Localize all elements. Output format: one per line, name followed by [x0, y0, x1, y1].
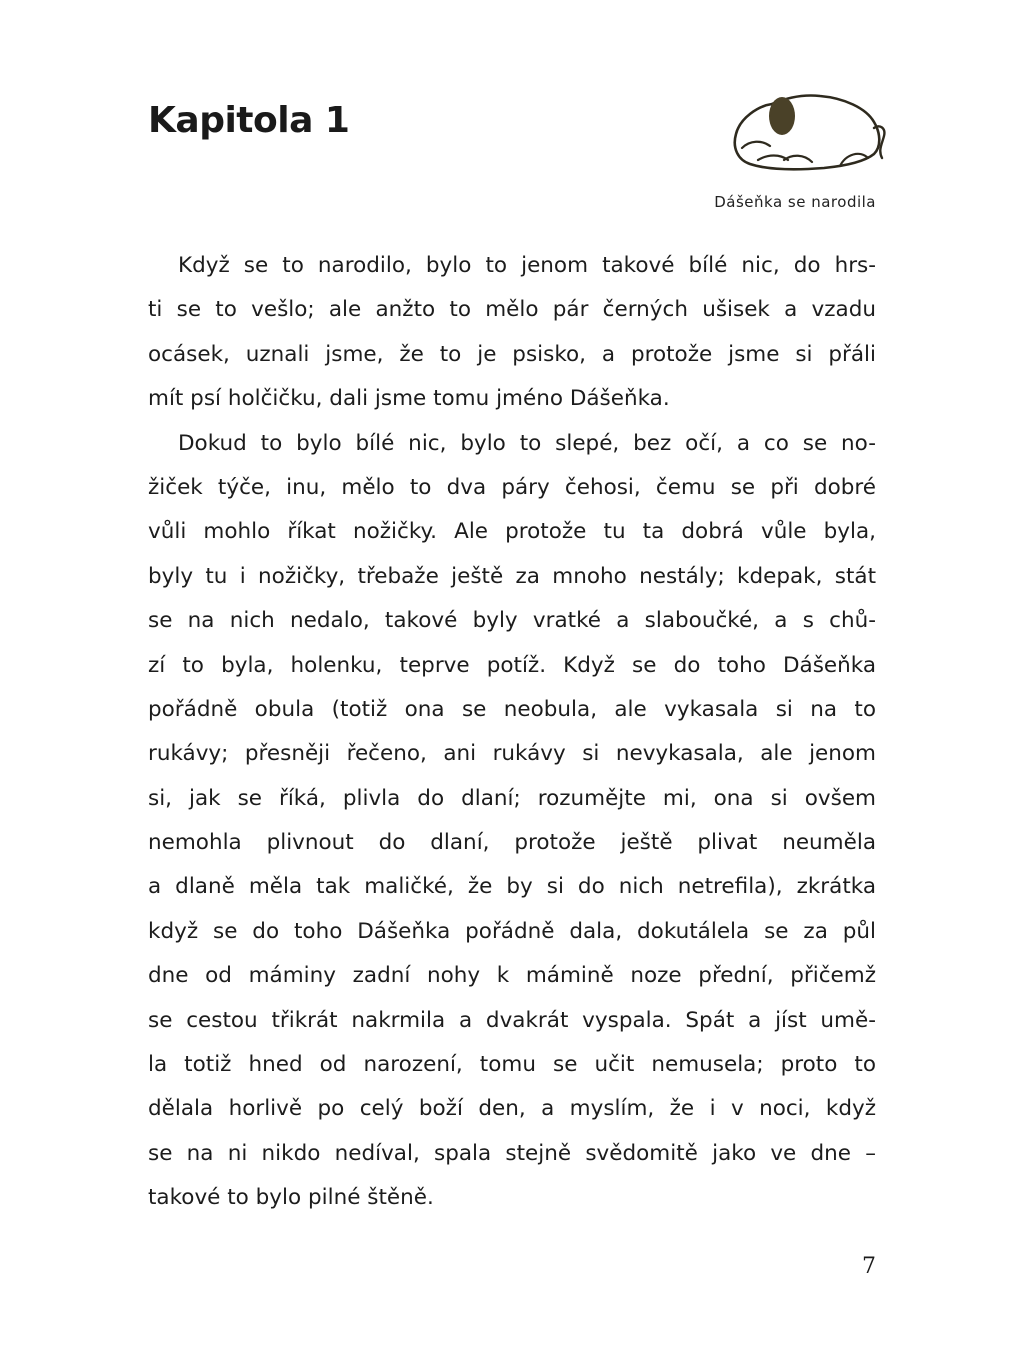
text-line: dělala horlivě po celý boží den, a myslím, že i v noci, když [148, 1096, 876, 1122]
text-line: byly tu i nožičky, třebaže ještě za mnoho nestály; kdepak, stát [148, 563, 876, 589]
text-line: nemohla plivnout do dlaní, protože ještě plivat neuměla [148, 830, 876, 856]
text-line: dne od máminy zadní nohy k mámině noze přední, přičemž [148, 963, 876, 989]
text-line: mít psí holčičku, dali jsme tomu jméno Dášeňka. [148, 386, 670, 412]
paragraph [148, 422, 876, 1221]
paragraph [148, 244, 876, 422]
page-number: 7 [862, 1254, 876, 1279]
text-line: se na nich nedalo, takové byly vratké a slaboučké, a s chů- [148, 608, 876, 634]
illustration-caption: Dášeňka se narodila [714, 193, 876, 211]
text-line: takové to bylo pilné štěně. [148, 1185, 434, 1211]
text-line: ti se to vešlo; ale anžto to mělo pár černých ušisek a vzadu [148, 297, 876, 323]
puppy-head-curve [742, 142, 770, 148]
text-line: vůli mohlo říkat nožičky. Ale protože tu ta dobrá vůle byla, [148, 519, 876, 545]
text-line: si, jak se říká, plivla do dlaní; rozumějte mi, ona si ovšem [148, 785, 876, 811]
text-line: a dlaně měla tak maličké, že by si do nich netrefila), zkrátka [148, 874, 876, 900]
text-line: ocásek, uznali jsme, že to je psisko, a protože jsme si přáli [148, 341, 876, 367]
text-line: se cestou třikrát nakrmila a dvakrát vyspala. Spát a jíst umě- [148, 1007, 876, 1033]
text-line: se na ni nikdo nedíval, spala stejně svědomitě jako ve dne – [148, 1140, 876, 1166]
chapter-title: Kapitola 1 [148, 100, 350, 141]
chapter-body-text [148, 244, 876, 1221]
puppy-ear-spot [769, 97, 795, 135]
text-line: zí to byla, holenku, teprve potíž. Když se do toho Dášeňka [148, 652, 876, 678]
text-line: žiček týče, inu, mělo to dva páry čehosi, čemu se při dobré [148, 474, 876, 500]
text-line: Když se to narodilo, bylo to jenom takové bílé nic, do hrs- [178, 253, 876, 278]
text-line: pořádně obula (totiž ona se neobula, ale vykasala si na to [148, 696, 876, 722]
text-line: rukávy; přesněji řečeno, ani rukávy si nevykasala, ale jenom [148, 741, 876, 767]
text-line: když se do toho Dášeňka pořádně dala, dokutálela se za půl [148, 918, 876, 944]
text-line: la totiž hned od narození, tomu se učit nemusela; proto to [148, 1052, 876, 1078]
sleeping-puppy-illustration [728, 88, 888, 184]
puppy-front-paws [758, 156, 812, 163]
text-line: Dokud to bylo bílé nic, bylo to slepé, bez očí, a co se no- [178, 430, 876, 456]
